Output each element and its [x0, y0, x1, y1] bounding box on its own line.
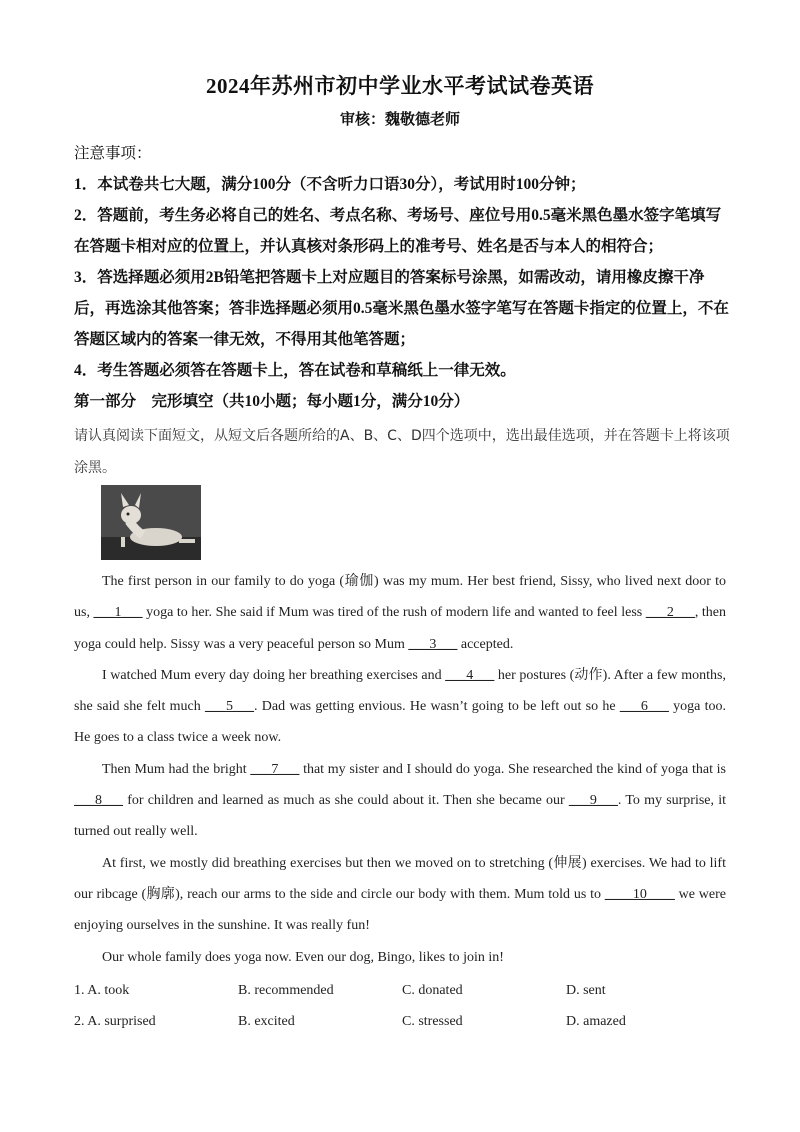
option-2a: 2. A. surprised — [74, 1014, 156, 1029]
passage-paragraph — [74, 848, 726, 942]
option-1a: 1. A. took — [74, 983, 130, 998]
passage-text: yoga to her. She said if Mum was tired of the rush of modern life and wanted to feel less — [142, 605, 646, 621]
passage-text: yoga too. He goes to a class twice a week now. — [74, 699, 726, 746]
passage-text: The first person in our family to do yoga (瑜伽) was my mum. Her best friend, Sissy, who lived next door to us, — [74, 574, 726, 621]
passage-text: we were enjoying ourselves in the sunshine. It was really fun! — [74, 886, 726, 934]
notes-section — [74, 138, 730, 417]
passage-text: . To my surprise, it turned out really well. — [74, 793, 726, 840]
blank-4: ___4___ — [445, 667, 495, 683]
option-1c: C. donated — [402, 983, 463, 998]
cloze-passage — [74, 566, 726, 973]
note-item-1: 1．本试卷共七大题，满分100分（不含听力口语30分），考试用时100分钟； — [74, 176, 586, 193]
passage-text: At first, we mostly did breathing exercises but then we moved on to stretching (伸展) exercises. We had to lift our ribcage (胸廓), reach our arms to the side and circle our body with them. Mum told us to — [74, 855, 726, 902]
section-instruction: 请认真阅读下面短文，从短文后各题所给的A、B、C、D四个选项中，选出最佳选项，并在答题卡上将该项涂黑。 — [74, 428, 730, 476]
passage-text: that my sister and I should do yoga. She researched the kind of yoga that is — [299, 761, 726, 777]
passage-paragraph — [74, 660, 726, 754]
passage-paragraph — [74, 754, 726, 848]
option-2d: D. amazed — [566, 1014, 626, 1029]
option-1d: D. sent — [566, 983, 606, 998]
blank-8: ___8___ — [74, 793, 123, 809]
note-item-4: 4．考生答题必须答在答题卡上，答在试卷和草稿纸上一律无效。 — [74, 362, 516, 379]
passage-paragraph: Our whole family does yoga now. Even our dog, Bingo, likes to join in! — [102, 949, 504, 965]
blank-10: ____10____ — [604, 886, 675, 902]
passage-text: her postures (动作). After a few months, she said she felt much — [74, 667, 726, 715]
question-1-options — [74, 975, 730, 1006]
passage-text: , then yoga could help. Sissy was a very peaceful person so Mum — [74, 605, 726, 652]
option-2c: C. stressed — [402, 1014, 463, 1029]
blank-7: ___7___ — [250, 761, 300, 777]
question-2-options — [74, 1006, 730, 1037]
blank-5: ___5___ — [204, 699, 254, 715]
passage-paragraph — [74, 566, 726, 660]
notes-heading: 注意事项： — [74, 145, 152, 162]
blank-1: ___1___ — [93, 605, 143, 621]
passage-text: accepted. — [457, 636, 514, 652]
blank-9: ___9___ — [568, 793, 618, 809]
page-title: 2024年苏州市初中学业水平考试试卷英语 — [206, 74, 594, 98]
note-item-3: 3．答选择题必须用2B铅笔把答题卡上对应题目的答案标号涂黑，如需改动，请用橡皮擦干净后，再选涂其他答案；答非选择题必须用0.5毫米黑色墨水签字笔写在答题卡指定的位置上，不在答题区域内的答案一律无效，不得用其他笔答题； — [74, 269, 729, 348]
passage-text: Then Mum had the bright — [102, 761, 251, 777]
blank-6: ___6___ — [619, 699, 669, 715]
blank-3: ___3___ — [408, 636, 458, 652]
option-1b: B. recommended — [238, 983, 334, 998]
blank-2: ___2___ — [645, 605, 695, 621]
dog-yoga-image — [101, 485, 201, 560]
dog-yoga-photo — [101, 485, 201, 560]
passage-text: I watched Mum every day doing her breathing exercises and — [102, 667, 446, 683]
note-item-2: 2．答题前，考生务必将自己的姓名、考点名称、考场号、座位号用0.5毫米黑色墨水签字笔填写在答题卡相对应的位置上，并认真核对条形码上的准考号、姓名是否与本人的相符合； — [74, 207, 722, 255]
option-2b: B. excited — [238, 1014, 295, 1029]
section-heading: 第一部分 完形填空（共10小题；每小题1分，满分10分） — [74, 393, 470, 410]
answer-options — [74, 975, 730, 1037]
reviewer-line: 审核：魏敬德老师 — [339, 112, 460, 128]
passage-text: . Dad was getting envious. He wasn’t going to be left out so he — [253, 699, 620, 715]
passage-text: for children and learned as much as she could about it. Then she became our — [123, 793, 569, 809]
